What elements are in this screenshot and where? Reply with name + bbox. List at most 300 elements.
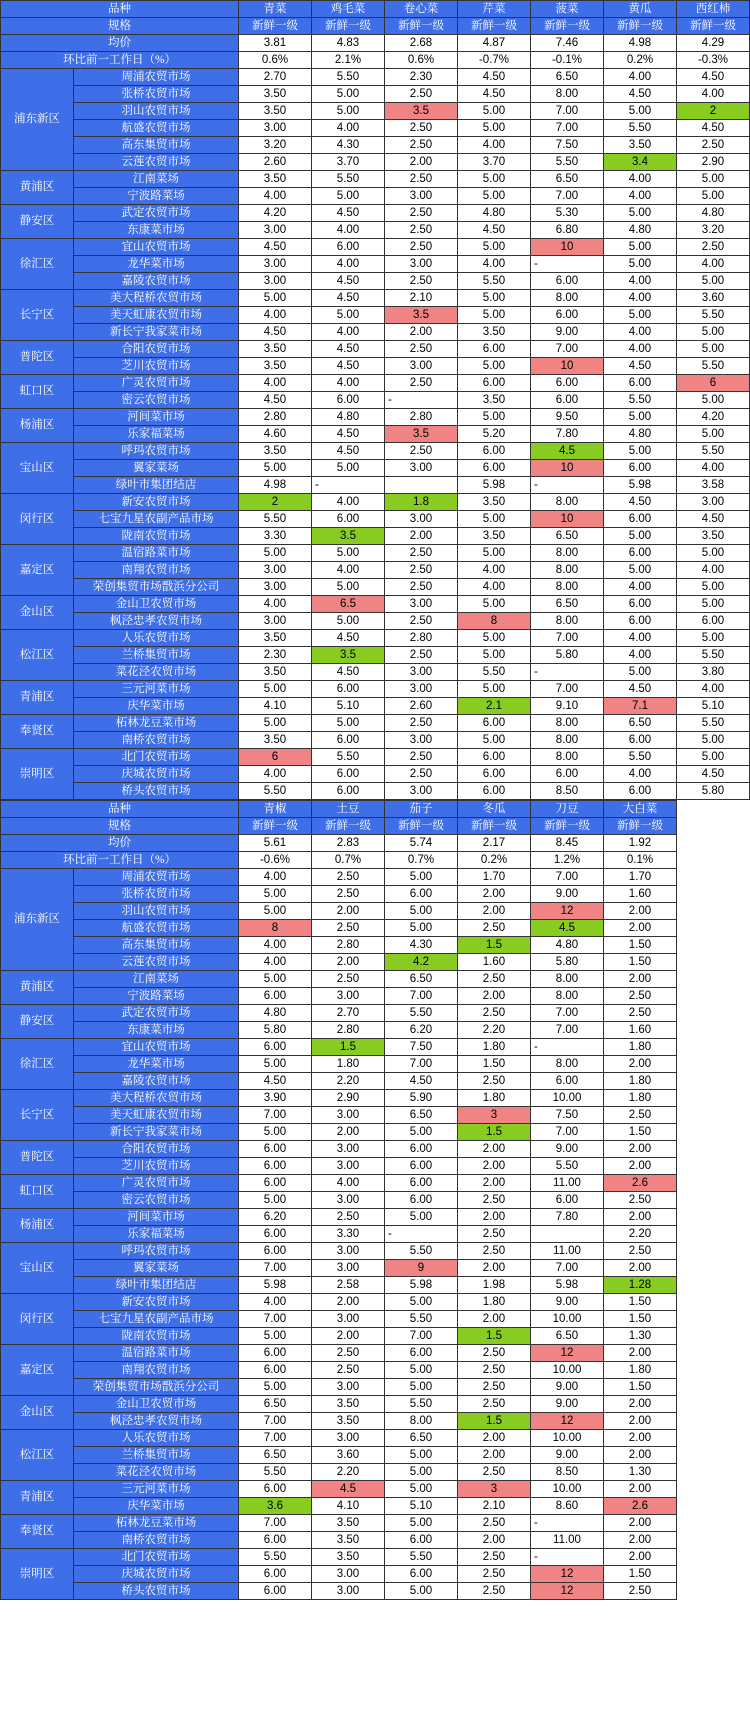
price-cell: 3.6 — [239, 1498, 312, 1515]
price-cell: 2.50 — [385, 222, 458, 239]
market-cell: 合阳农贸市场 — [74, 1141, 239, 1158]
table-row — [1, 494, 750, 511]
market-cell: 呼玛农贸市场 — [74, 1243, 239, 1260]
price-cell: 2.30 — [239, 647, 312, 664]
table-row — [1, 1498, 750, 1515]
price-cell: 5.00 — [458, 545, 531, 562]
price-cell: 6.00 — [312, 239, 385, 256]
price-cell: 7.00 — [531, 1260, 604, 1277]
spec-row-cell: 新鲜一级 — [312, 818, 385, 835]
price-cell: 1.70 — [458, 869, 531, 886]
empty-cell — [677, 1192, 750, 1209]
price-cell: 1.60 — [604, 886, 677, 903]
price-cell: 4.00 — [677, 86, 750, 103]
price-cell: 3.30 — [312, 1226, 385, 1243]
price-cell: 2.50 — [385, 562, 458, 579]
table-row — [1, 1379, 750, 1396]
price-cell: 4.00 — [677, 562, 750, 579]
price-cell: 5.00 — [385, 1583, 458, 1600]
district-cell: 宝山区 — [1, 443, 74, 494]
price-cell: 2.50 — [458, 1464, 531, 1481]
price-cell: 5.20 — [458, 426, 531, 443]
price-cell: 4.50 — [312, 341, 385, 358]
price-cell: 5.50 — [239, 1464, 312, 1481]
table-row — [1, 1328, 750, 1345]
price-cell: 5.00 — [239, 715, 312, 732]
price-cell: 3.50 — [604, 137, 677, 154]
price-cell: 2.00 — [604, 971, 677, 988]
price-cell: 2.50 — [312, 1209, 385, 1226]
price-cell: 5.00 — [677, 426, 750, 443]
price-cell: 5.00 — [604, 205, 677, 222]
price-cell: 5.00 — [458, 239, 531, 256]
empty-cell — [677, 1566, 750, 1583]
price-cell: 4.00 — [239, 937, 312, 954]
price-cell: 2.00 — [604, 1056, 677, 1073]
price-cell: 6.00 — [312, 732, 385, 749]
price-cell: 2.00 — [458, 1311, 531, 1328]
table-row — [1, 886, 750, 903]
avg-row-cell: 5.74 — [385, 835, 458, 852]
price-cell: 6.5 — [312, 596, 385, 613]
district-cell: 青浦区 — [1, 681, 74, 715]
market-cell: 美天虹康农贸市场 — [74, 1107, 239, 1124]
price-cell: - — [385, 1226, 458, 1243]
price-cell: 5.00 — [677, 171, 750, 188]
market-cell: 云莲农贸市场 — [74, 954, 239, 971]
table-row — [1, 971, 750, 988]
spec-row-label: 规格 — [1, 818, 239, 835]
spec-row-cell: 新鲜一级 — [604, 818, 677, 835]
price-cell: 10.00 — [531, 1362, 604, 1379]
table-row — [1, 528, 750, 545]
price-cell: 9.50 — [531, 409, 604, 426]
table-row — [1, 579, 750, 596]
price-cell: 3.50 — [458, 324, 531, 341]
table-row — [1, 1056, 750, 1073]
price-cell: 5.00 — [385, 1447, 458, 1464]
spec-row-cell: 新鲜一级 — [458, 818, 531, 835]
empty-cell — [677, 818, 750, 835]
table-row — [1, 239, 750, 256]
market-cell: 龙华菜市场 — [74, 1056, 239, 1073]
market-cell: 人乐农贸市场 — [74, 1430, 239, 1447]
price-cell: 2.50 — [458, 1549, 531, 1566]
price-cell: 2.20 — [312, 1464, 385, 1481]
price-cell: 5.50 — [677, 715, 750, 732]
price-cell: 2.00 — [604, 1413, 677, 1430]
avg-row-cell: 1.92 — [604, 835, 677, 852]
avg-row-cell: 3.81 — [239, 35, 312, 52]
price-cell: 11.00 — [531, 1532, 604, 1549]
price-cell: - — [531, 256, 604, 273]
price-cell: 6.50 — [531, 1328, 604, 1345]
price-cell: 2.1 — [458, 698, 531, 715]
avg-row-cell: 2.83 — [312, 835, 385, 852]
price-cell: 5.00 — [312, 307, 385, 324]
district-cell: 静安区 — [1, 1005, 74, 1039]
price-cell: 6.00 — [604, 545, 677, 562]
price-cell: 5.00 — [458, 307, 531, 324]
price-cell: 4.50 — [239, 1073, 312, 1090]
price-cell: 2.00 — [604, 1260, 677, 1277]
price-cell: 4.00 — [677, 460, 750, 477]
price-cell: 6.00 — [604, 511, 677, 528]
price-cell: 3.5 — [385, 307, 458, 324]
price-cell: 8.00 — [531, 86, 604, 103]
price-cell: 6.00 — [531, 273, 604, 290]
price-cell: 2.50 — [385, 749, 458, 766]
price-cell: 8 — [458, 613, 531, 630]
price-cell: 2.90 — [312, 1090, 385, 1107]
table-row — [1, 511, 750, 528]
market-cell: 柘林龙豆菜市场 — [74, 715, 239, 732]
header-row-cell: 鸡毛菜 — [312, 1, 385, 18]
price-cell: 5.00 — [458, 171, 531, 188]
price-cell: 5.00 — [458, 103, 531, 120]
market-cell: 兰桥集贸市场 — [74, 1447, 239, 1464]
market-cell: 美大程桥农贸市场 — [74, 290, 239, 307]
price-cell: 4.00 — [239, 188, 312, 205]
empty-cell — [677, 1413, 750, 1430]
price-cell: 2.6 — [604, 1175, 677, 1192]
avg-row-cell: 7.46 — [531, 35, 604, 52]
price-cell: 2.50 — [458, 1243, 531, 1260]
price-cell: 1.98 — [458, 1277, 531, 1294]
table-row — [1, 120, 750, 137]
price-cell: 8.00 — [531, 988, 604, 1005]
price-cell: 4.50 — [312, 358, 385, 375]
market-cell: 河间菜市场 — [74, 1209, 239, 1226]
table-row — [1, 290, 750, 307]
price-cell: 6.00 — [239, 1226, 312, 1243]
price-cell: 4.50 — [458, 222, 531, 239]
avg-row-cell: 2.68 — [385, 35, 458, 52]
price-cell — [385, 477, 458, 494]
spec-row-cell: 新鲜一级 — [458, 18, 531, 35]
price-cell: 2.50 — [458, 1515, 531, 1532]
change-row — [1, 852, 750, 869]
price-cell: 7.00 — [531, 681, 604, 698]
price-cell: 8.00 — [531, 613, 604, 630]
price-cell: 4.00 — [312, 494, 385, 511]
price-cell: 6.00 — [531, 392, 604, 409]
price-cell: 5.00 — [385, 1515, 458, 1532]
price-cell: 8.00 — [531, 579, 604, 596]
price-cell: 3.00 — [385, 732, 458, 749]
district-cell: 崇明区 — [1, 749, 74, 800]
price-cell: 4.80 — [677, 205, 750, 222]
district-cell: 浦东新区 — [1, 69, 74, 171]
price-cell: 9.00 — [531, 324, 604, 341]
price-cell: 6.50 — [239, 1447, 312, 1464]
price-cell: 5.00 — [239, 1328, 312, 1345]
table-row — [1, 1362, 750, 1379]
district-cell: 静安区 — [1, 205, 74, 239]
price-cell: 4.00 — [458, 562, 531, 579]
price-cell: 4.00 — [239, 596, 312, 613]
market-cell: 新安农贸市场 — [74, 494, 239, 511]
price-cell: 4.80 — [312, 409, 385, 426]
avg-row-cell: 4.87 — [458, 35, 531, 52]
empty-cell — [677, 1481, 750, 1498]
price-cell: 2.10 — [458, 1498, 531, 1515]
price-cell: 2.70 — [312, 1005, 385, 1022]
price-cell: 6.50 — [531, 171, 604, 188]
price-cell: 6.50 — [385, 1107, 458, 1124]
empty-cell — [677, 1396, 750, 1413]
price-cell: 5.00 — [458, 647, 531, 664]
price-cell: 5.00 — [312, 715, 385, 732]
table-row — [1, 1124, 750, 1141]
price-cell: 2.20 — [458, 1022, 531, 1039]
price-cell: 2.80 — [385, 409, 458, 426]
district-cell: 徐汇区 — [1, 239, 74, 290]
header-row — [1, 801, 750, 818]
market-cell: 航盛农贸市场 — [74, 920, 239, 937]
price-cell: 7.00 — [531, 869, 604, 886]
price-cell: 2.80 — [312, 1022, 385, 1039]
empty-cell — [677, 1141, 750, 1158]
price-cell: 3.50 — [312, 1413, 385, 1430]
market-cell: 北门农贸市场 — [74, 1549, 239, 1566]
empty-cell — [677, 920, 750, 937]
price-cell: 5.00 — [239, 1379, 312, 1396]
price-cell: 2.00 — [458, 1447, 531, 1464]
price-cell: 5.50 — [604, 120, 677, 137]
empty-cell — [677, 903, 750, 920]
price-cell: 4.00 — [604, 188, 677, 205]
table-row — [1, 69, 750, 86]
spec-row-cell: 新鲜一级 — [312, 18, 385, 35]
price-cell: 3.50 — [239, 630, 312, 647]
price-cell: 2.10 — [385, 290, 458, 307]
price-cell: 10.00 — [531, 1481, 604, 1498]
price-cell: 1.60 — [604, 1022, 677, 1039]
price-cell: 2.00 — [604, 920, 677, 937]
price-cell: 5.50 — [312, 171, 385, 188]
price-cell: 7.00 — [531, 341, 604, 358]
price-cell: 3.50 — [239, 664, 312, 681]
empty-cell — [677, 869, 750, 886]
price-cell: 3.00 — [312, 1379, 385, 1396]
district-cell: 普陀区 — [1, 341, 74, 375]
table-row — [1, 1532, 750, 1549]
price-cell: 6.00 — [604, 613, 677, 630]
price-cell: 1.50 — [604, 1379, 677, 1396]
price-cell: 2.50 — [677, 137, 750, 154]
price-cell: 9.10 — [531, 698, 604, 715]
price-cell: 4.60 — [239, 426, 312, 443]
price-cell: 2.00 — [458, 1260, 531, 1277]
price-cell: 5.50 — [604, 749, 677, 766]
price-cell: 5.50 — [385, 1005, 458, 1022]
price-cell: 2.00 — [604, 1396, 677, 1413]
price-cell: 7.00 — [531, 1022, 604, 1039]
price-cell: 2.80 — [312, 937, 385, 954]
price-cell: 4.50 — [312, 443, 385, 460]
district-cell: 松江区 — [1, 1430, 74, 1481]
table-row — [1, 749, 750, 766]
header-row-cell: 茄子 — [385, 801, 458, 818]
price-cell: 3.5 — [385, 426, 458, 443]
price-cell: 2.50 — [385, 715, 458, 732]
price-cell: 3.50 — [458, 528, 531, 545]
change-row-cell: 0.2% — [458, 852, 531, 869]
price-cell: 2.00 — [385, 324, 458, 341]
district-cell: 杨浦区 — [1, 1209, 74, 1243]
empty-cell — [677, 1328, 750, 1345]
table-row — [1, 1107, 750, 1124]
price-cell: 6.50 — [531, 69, 604, 86]
table-row — [1, 341, 750, 358]
price-cell: 4.00 — [604, 69, 677, 86]
market-cell: 广灵农贸市场 — [74, 1175, 239, 1192]
price-cell: 4.50 — [239, 392, 312, 409]
price-cell: 3.50 — [312, 1549, 385, 1566]
price-cell: 2.00 — [458, 988, 531, 1005]
price-cell: 5.50 — [239, 1549, 312, 1566]
table-row — [1, 392, 750, 409]
price-cell: - — [531, 664, 604, 681]
price-cell: 2 — [677, 103, 750, 120]
price-cell: 2.00 — [385, 528, 458, 545]
price-cell: 3.00 — [239, 222, 312, 239]
table-row — [1, 477, 750, 494]
price-cell: 1.28 — [604, 1277, 677, 1294]
price-cell: 3.00 — [239, 579, 312, 596]
price-cell: 7.00 — [385, 1056, 458, 1073]
price-cell: 5.80 — [239, 1022, 312, 1039]
avg-row-label: 均价 — [1, 835, 239, 852]
price-cell: 2.00 — [604, 1515, 677, 1532]
price-cell: 5.00 — [604, 562, 677, 579]
table-row — [1, 766, 750, 783]
price-cell: 2.50 — [604, 1005, 677, 1022]
table-row — [1, 1447, 750, 1464]
price-cell: 4.00 — [312, 120, 385, 137]
spec-row-cell: 新鲜一级 — [531, 18, 604, 35]
price-cell: 3.5 — [312, 528, 385, 545]
price-cell: 2.50 — [458, 1005, 531, 1022]
price-cell: 3.20 — [239, 137, 312, 154]
price-cell: 6.50 — [385, 1430, 458, 1447]
price-cell: 3.00 — [385, 783, 458, 800]
price-cell: 2.50 — [312, 971, 385, 988]
avg-row-label: 均价 — [1, 35, 239, 52]
price-cell: 2.50 — [312, 886, 385, 903]
price-cell: 4.50 — [458, 86, 531, 103]
price-cell: 6.00 — [312, 783, 385, 800]
price-cell: 2.50 — [604, 1243, 677, 1260]
price-cell: 5.00 — [604, 409, 677, 426]
price-cell: 3.00 — [312, 1141, 385, 1158]
district-cell: 长宁区 — [1, 290, 74, 341]
price-cell: 6.00 — [385, 1175, 458, 1192]
district-cell: 长宁区 — [1, 1090, 74, 1141]
table-row — [1, 375, 750, 392]
price-cell: 5.00 — [239, 1192, 312, 1209]
price-cell: 6.00 — [239, 1566, 312, 1583]
market-cell: 龙华菜市场 — [74, 256, 239, 273]
price-cell: 2.20 — [312, 1073, 385, 1090]
price-cell: 9.00 — [531, 886, 604, 903]
district-cell: 金山区 — [1, 1396, 74, 1430]
price-cell: 5.50 — [385, 1243, 458, 1260]
market-cell: 桥头农贸市场 — [74, 1583, 239, 1600]
price-cell: 2.50 — [458, 1396, 531, 1413]
price-cell: 1.8 — [385, 494, 458, 511]
price-cell: 7.00 — [385, 988, 458, 1005]
market-cell: 陇南农贸市场 — [74, 528, 239, 545]
price-cell: 6.80 — [531, 222, 604, 239]
market-cell: 武定农贸市场 — [74, 1005, 239, 1022]
spec-row-cell: 新鲜一级 — [385, 818, 458, 835]
price-cell: 2.00 — [312, 954, 385, 971]
change-row-cell: 2.1% — [312, 52, 385, 69]
market-cell: 三元河菜市场 — [74, 1481, 239, 1498]
price-cell: 1.50 — [604, 954, 677, 971]
price-cell: 6.00 — [531, 1073, 604, 1090]
table-row — [1, 732, 750, 749]
price-cell: 2.00 — [458, 1175, 531, 1192]
empty-cell — [677, 1022, 750, 1039]
price-cell: 6.00 — [239, 1158, 312, 1175]
market-cell: 嘉陵农贸市场 — [74, 1073, 239, 1090]
price-cell: 2.6 — [604, 1498, 677, 1515]
avg-row-cell: 5.61 — [239, 835, 312, 852]
price-cell: 1.50 — [604, 1311, 677, 1328]
price-cell: 3.20 — [677, 222, 750, 239]
price-cell: 2.00 — [312, 1328, 385, 1345]
market-cell: 绿叶市集团结店 — [74, 1277, 239, 1294]
header-row-cell: 菠菜 — [531, 1, 604, 18]
market-cell: 翼家菜场 — [74, 1260, 239, 1277]
table-row — [1, 103, 750, 120]
price-cell: 7.00 — [239, 1107, 312, 1124]
price-cell: 1.80 — [604, 1039, 677, 1056]
price-cell: 6.00 — [458, 715, 531, 732]
empty-cell — [677, 1158, 750, 1175]
price-cell: 10 — [531, 460, 604, 477]
price-cell: 2.58 — [312, 1277, 385, 1294]
price-cell: 3.70 — [458, 154, 531, 171]
empty-cell — [677, 1311, 750, 1328]
price-cell: 4.50 — [604, 494, 677, 511]
price-cell: 4.98 — [239, 477, 312, 494]
district-cell: 奉贤区 — [1, 1515, 74, 1549]
price-cell: 7.00 — [531, 1005, 604, 1022]
price-cell: 8.50 — [531, 1464, 604, 1481]
price-cell: 5.50 — [385, 1549, 458, 1566]
price-cell: 6.50 — [531, 528, 604, 545]
price-cell: 6.50 — [385, 971, 458, 988]
price-cell: 6.00 — [239, 1039, 312, 1056]
price-cell: 5.00 — [677, 392, 750, 409]
price-cell: 3.50 — [239, 103, 312, 120]
price-cell: 2.50 — [677, 239, 750, 256]
price-cell: 5.10 — [312, 698, 385, 715]
price-cell: 2.00 — [604, 1430, 677, 1447]
price-cell: 6.00 — [677, 613, 750, 630]
price-cell: 7.00 — [239, 1430, 312, 1447]
price-cell: 3.00 — [239, 120, 312, 137]
price-cell: 6.00 — [312, 511, 385, 528]
price-cell: 5.00 — [458, 409, 531, 426]
table-row — [1, 681, 750, 698]
price-cell: 6.00 — [604, 375, 677, 392]
price-cell: 1.60 — [458, 954, 531, 971]
